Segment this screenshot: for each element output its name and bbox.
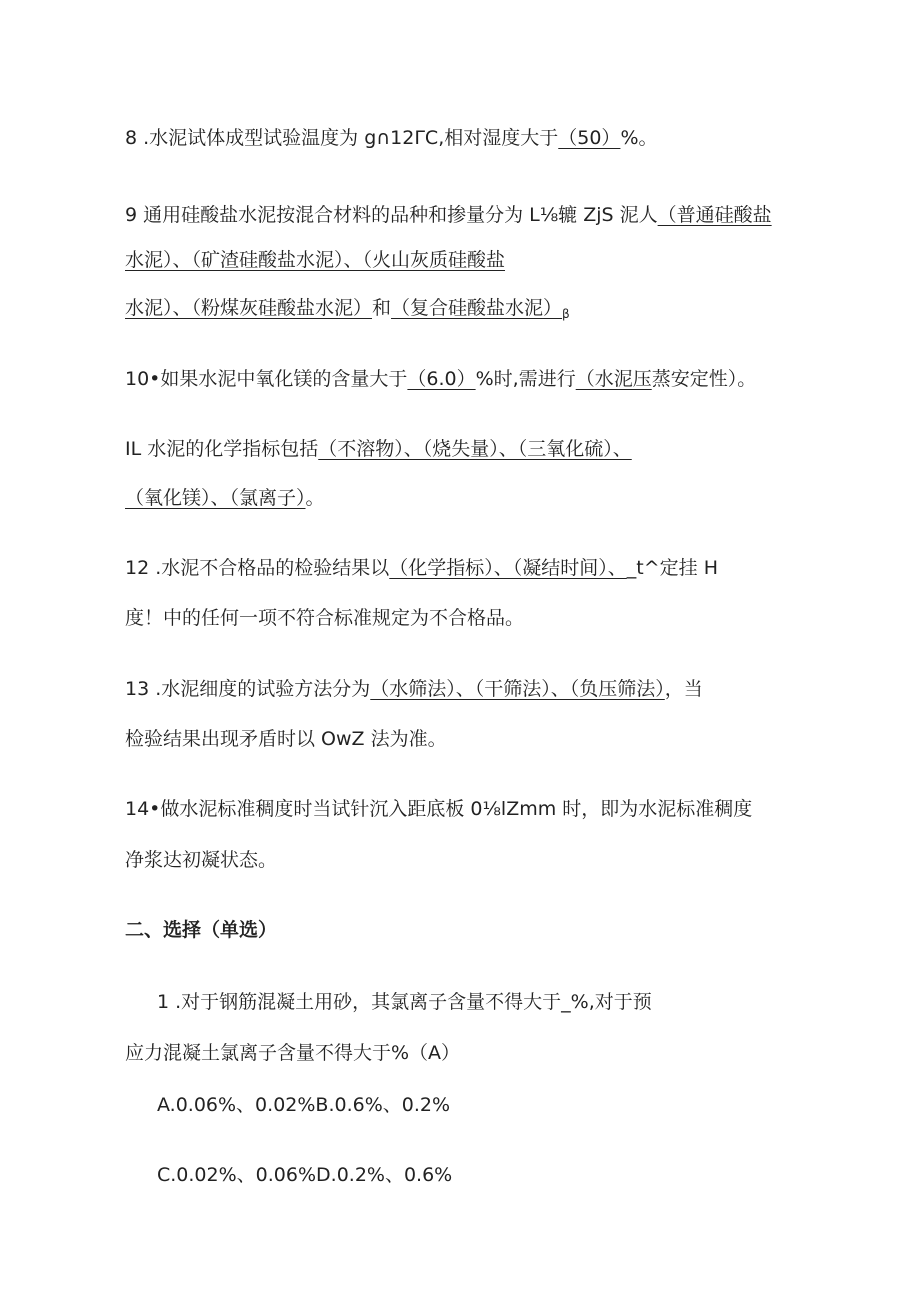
question-14-line-1	[125, 797, 752, 821]
question-9-answer-3: 水泥）、（粉煤灰硅酸盐水泥）	[125, 297, 373, 319]
question-8-text: 8 .水泥试体成型试验温度为 g∩12ΓC,相对湿度大于	[125, 127, 559, 149]
options-ab-text: A.0.06%、0.02%B.0.6%、0.2%	[157, 1094, 451, 1116]
question-9-answer-4: （复合硅酸盐水泥）	[391, 297, 563, 319]
question-13-line-1	[125, 677, 703, 701]
question-8-answer: （50）	[558, 127, 621, 149]
question-10-answer-1: （6.0）	[407, 368, 476, 390]
question-12-line-1	[125, 556, 718, 580]
question-11-line-1	[125, 437, 632, 461]
question-11-text: IL 水泥的化学指标包括	[125, 438, 319, 460]
question-12-text-2: 度！中的任何一项不符合标准规定为不合格品。	[125, 607, 525, 629]
choice-question-1-text-2: 应力混凝土氯离子含量不得大于%（A）	[125, 1042, 461, 1064]
question-10	[125, 367, 756, 391]
question-9-line-1	[125, 203, 772, 227]
section-heading: 二、选择（单选）	[125, 919, 278, 941]
question-12-suffix: _t^定挂 H	[626, 557, 718, 579]
question-13-text: 13 .水泥细度的试验方法分为	[125, 678, 371, 700]
question-10-mid: %时,需进行	[475, 368, 576, 390]
options-cd-text: C.0.02%、0.06%D.0.2%、0.6%	[157, 1164, 453, 1186]
choice-question-1-line-1	[157, 990, 652, 1014]
question-9-answer-1: （普通硅酸盐	[657, 204, 772, 226]
question-9-answer-2: 水泥）、（矿渣硅酸盐水泥）、（火山灰质硅酸盐	[125, 249, 506, 271]
question-13-suffix: ，当	[664, 678, 703, 700]
question-12-text: 12 .水泥不合格品的检验结果以	[125, 557, 390, 579]
question-14-text-2: 净浆达初凝状态。	[125, 849, 278, 871]
question-10-suffix: 蒸安定性）。	[651, 368, 757, 390]
question-9-text: 9 通用硅酸盐水泥按混合材料的品种和掺量分为 L⅛辘 ZjS 泥人	[125, 204, 658, 226]
question-11-answer-1: （不溶物）、（烧失量）、（三氧化硫）、	[318, 438, 632, 460]
question-11-line-2	[125, 486, 325, 510]
question-9-tail: β	[562, 307, 570, 321]
choice-question-1-line-2	[125, 1041, 460, 1065]
question-14-text: 14•做水泥标准稠度时当试针沉入距底板 0⅛lZmm 时，即为水泥标准稠度	[125, 798, 753, 820]
question-14-line-2	[125, 848, 277, 872]
question-10-answer-2: （水泥压	[575, 368, 652, 390]
choice-question-1-text: 1 .对于钢筋混凝土用砂，其氯离子含量不得大于_%,对于预	[157, 991, 652, 1013]
choice-options-ab	[157, 1093, 450, 1117]
question-10-text: 10•如果水泥中氧化镁的含量大于	[125, 368, 408, 390]
question-12-answer: （化学指标）、（凝结时间）、	[389, 557, 627, 579]
question-13-line-2	[125, 727, 447, 751]
question-13-text-2: 检验结果出现矛盾时以 OwZ 法为准。	[125, 728, 447, 750]
question-12-line-2	[125, 606, 524, 630]
question-11-answer-2: （氧化镁）、（氯离子）	[125, 487, 306, 509]
question-9-line-3	[125, 296, 570, 326]
question-8	[125, 126, 658, 150]
question-11-suffix: 。	[305, 487, 325, 509]
choice-options-cd	[157, 1163, 452, 1187]
question-8-suffix: %。	[620, 127, 658, 149]
question-13-answer: （水筛法）、（干筛法）、（负压筛法）	[370, 678, 665, 700]
question-9-and: 和	[372, 297, 392, 319]
question-9-line-2	[125, 248, 505, 272]
